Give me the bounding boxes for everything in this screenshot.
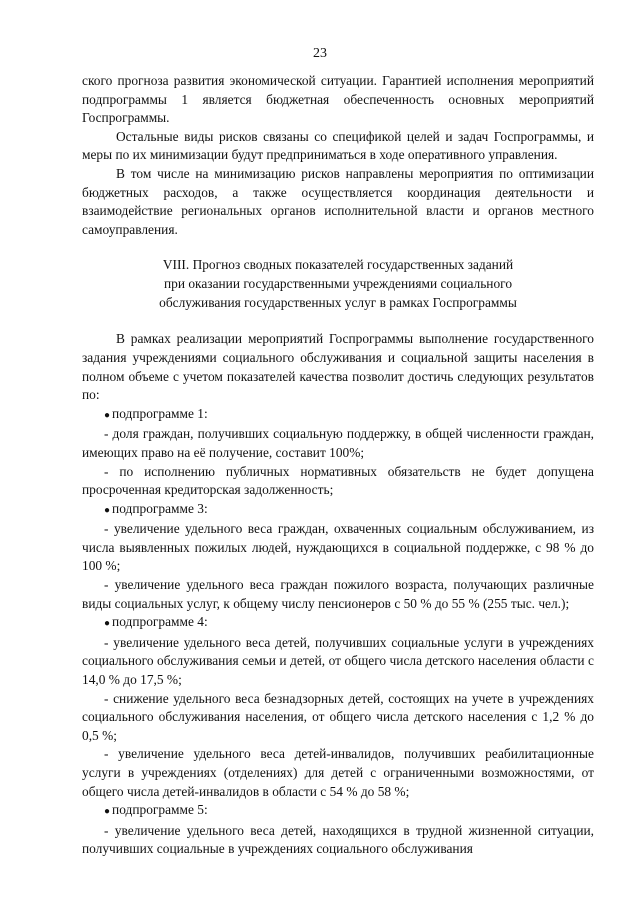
list-item: - увеличение удельного веса детей, находящихся в трудной жизненной ситуации, получивших социальные в учреждениях социального обслуживания xyxy=(82,822,594,857)
paragraph-minimization: В том числе на минимизацию рисков направлены мероприятия по оптимизации бюджетных расходов, а также осуществляется координация деятельности и взаимодействие региональных органов исполнительной власти и органов местного самоуправления. xyxy=(82,165,594,237)
document-body xyxy=(82,72,594,859)
section-heading-line: обслуживания государственных услуг в рамках Госпрограммы xyxy=(159,295,517,311)
subprogram-label: ● подпрограмме 5: xyxy=(104,802,208,818)
page-number: 23 xyxy=(313,46,327,61)
subprogram-label: ● подпрограмме 3: xyxy=(104,500,208,516)
list-item: - снижение удельного веса безнадзорных детей, состоящих на учете в учреждениях социального обслуживания населения, от общего числа детского населения с 1,2 % до 0,5 %; xyxy=(82,690,594,743)
paragraph-risks: Остальные виды рисков связаны со спецификой целей и задач Госпрограммы, и меры по их минимизации будут предприниматься в ходе оперативного управления. xyxy=(82,128,594,163)
list-item: - увеличение удельного веса детей, получивших социальные услуги в учреждениях социального обслуживания семьи и детей, от общего числа детского населения области с 14,0 % до 17,5 %; xyxy=(82,634,594,688)
subprogram-label: ● подпрограмме 4: xyxy=(104,614,208,630)
bullet-icon: ● xyxy=(104,409,111,421)
section-heading-line: при оказании государственными учреждениями социального xyxy=(163,276,513,292)
bullet-icon: ● xyxy=(104,618,111,630)
paragraph-continuation: ского прогноза развития экономической ситуации. Гарантией исполнения мероприятий подпрограммы 1 является бюджетная обеспеченность основных мероприятий Госпрограммы. xyxy=(82,73,594,126)
list-item: - увеличение удельного веса граждан, охваченных социальным обслуживанием, из числа выявленных пожилых людей, нуждающихся в социальной поддержке, с 98 % до 100 %; xyxy=(82,521,594,574)
list-item: - увеличение удельного веса детей-инвалидов, получивших реабилитационные услуги в учреждениях (отделениях) для детей с ограниченными возможностями, от общего числа детей-инвалидов в области с 54 % до 58 %; xyxy=(82,746,594,799)
list-item: - по исполнению публичных нормативных обязательств не будет допущена просроченная кредиторская задолженность; xyxy=(82,463,594,498)
bullet-icon: ● xyxy=(104,806,111,818)
section-heading xyxy=(82,255,594,312)
subprogram-label: ● подпрограмме 1: xyxy=(104,405,208,421)
section-heading-line: VIII. Прогноз сводных показателей государственных заданий xyxy=(162,257,514,273)
lead-paragraph: В рамках реализации мероприятий Госпрограммы выполнение государственного задания учреждениями социального обслуживания и социальной защиты населения в полном объеме с учетом показателей качества позволит достичь следующих результатов по: xyxy=(82,331,594,403)
bullet-icon: ● xyxy=(104,504,111,516)
list-item: - доля граждан, получивших социальную поддержку, в общей численности граждан, имеющих право на её получение, составит 100%; xyxy=(82,426,594,460)
list-item: - увеличение удельного веса граждан пожилого возраста, получающих различные виды социальных услуг, к общему числу пенсионеров с 50 % до 55 % (255 тыс. чел.); xyxy=(82,577,594,611)
